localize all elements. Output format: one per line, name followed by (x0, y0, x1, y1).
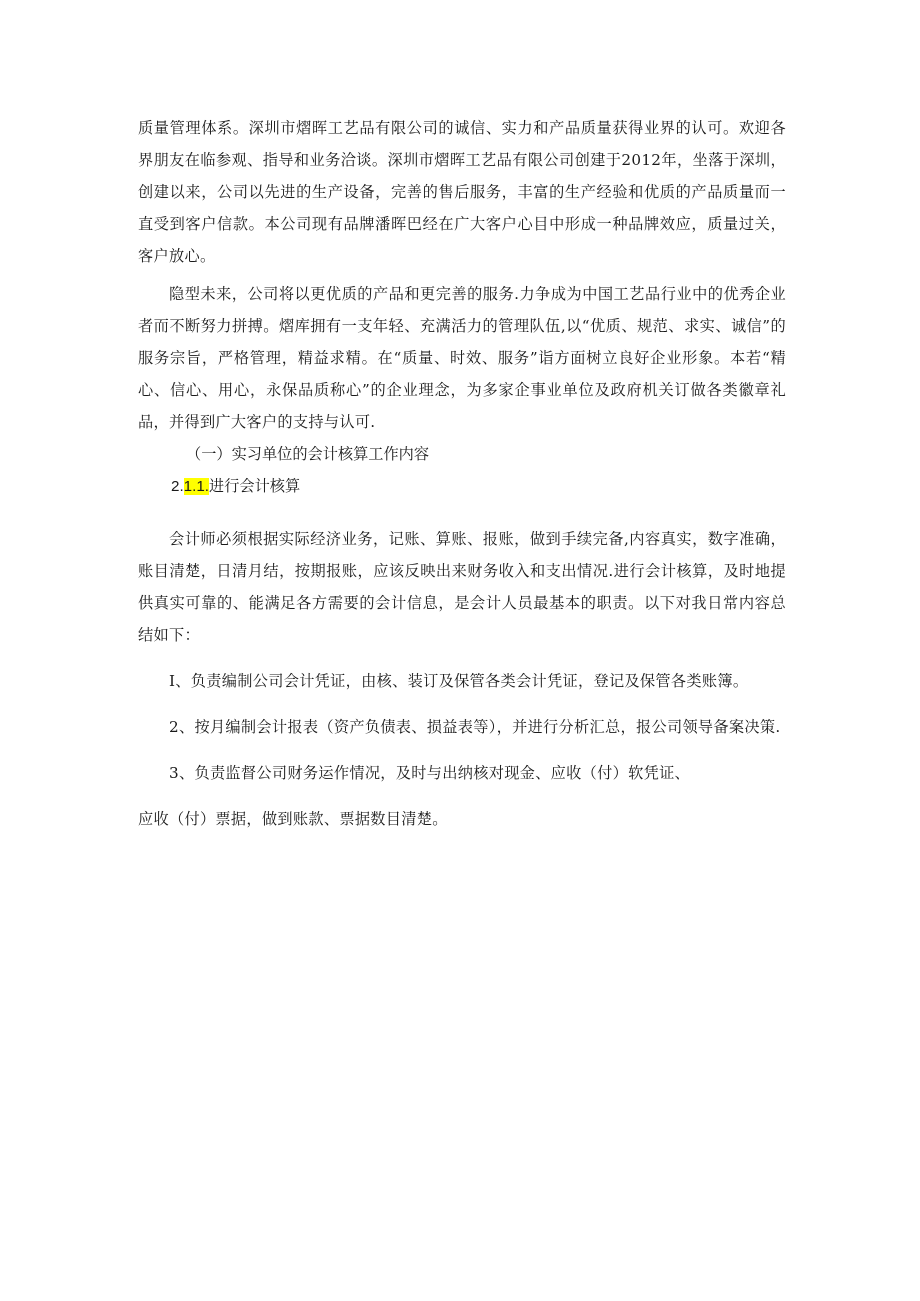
list-item-3: 3、负责监督公司财务运作情况，及时与出纳核对现金、应收（付）软凭证、 (169, 764, 691, 782)
paragraph-company-intro: 质量管理体系。深圳市熠晖工艺品有限公司的诚信、实力和产品质量获得业界的认可。欢迎各界朋友在临参观、指导和业务洽谈。深圳市熠晖工艺品有限公司创建于2012年，坐落于深圳，创建以来，公司以先进的生产设备，完善的售后服务，丰富的生产经验和优质的产品质量而一直受到客户信款。本公司现有品牌潘晖巴经在广大客户心目中形成一种品牌效应，质量过关，客户放心。 (138, 119, 786, 265)
subsection-heading-text: 进行会计核算 (209, 477, 301, 495)
heading-number-prefix: 2. (171, 478, 184, 495)
paragraph-accounting-duties: 会计师必须根据实际经济业务，记账、算账、报账，做到手续完备,内容真实，数字准确，账目清楚，日清月结，按期报账，应该反映出来财务收入和支出情况.进行会计核算，及时地提供真实可靠的、能满足各方需要的会计信息，是会计人员最基本的职责。以下对我日常内容总结如下： (138, 530, 786, 644)
document-body (138, 112, 786, 835)
list-item-3-continuation: 应收（付）票据，做到账款、票据数目清楚。 (138, 810, 448, 828)
list-item-2: 2、按月编制会计报表（资产负债表、损益表等），并进行分析汇总，报公司领导备案决策. (169, 718, 781, 736)
highlighted-heading-number: 1.1. (183, 478, 210, 495)
section-heading: （一）实习单位的会计核算工作内容 (186, 445, 429, 463)
list-item-1: I、负责编制公司会计凭证，由核、装订及保管各类会计凭证，登记及保管各类账簿。 (169, 672, 749, 690)
subsection-heading (138, 470, 786, 503)
paragraph-company-vision: 隐型未来，公司将以更优质的产品和更完善的服务.力争成为中国工艺品行业中的优秀企业者而不断努力拼搏。熠库拥有一支年轻、充满活力的管理队伍,以“优质、规范、求实、诚信”的服务宗旨，严格管理，精益求精。在“质量、时效、服务”诣方面树立良好企业形象。本若“精心、信心、用心，永保品质称心”的企业理念，为多家企事业单位及政府机关订做各类徽章礼品，并得到广大客户的支持与认可. (138, 285, 786, 431)
